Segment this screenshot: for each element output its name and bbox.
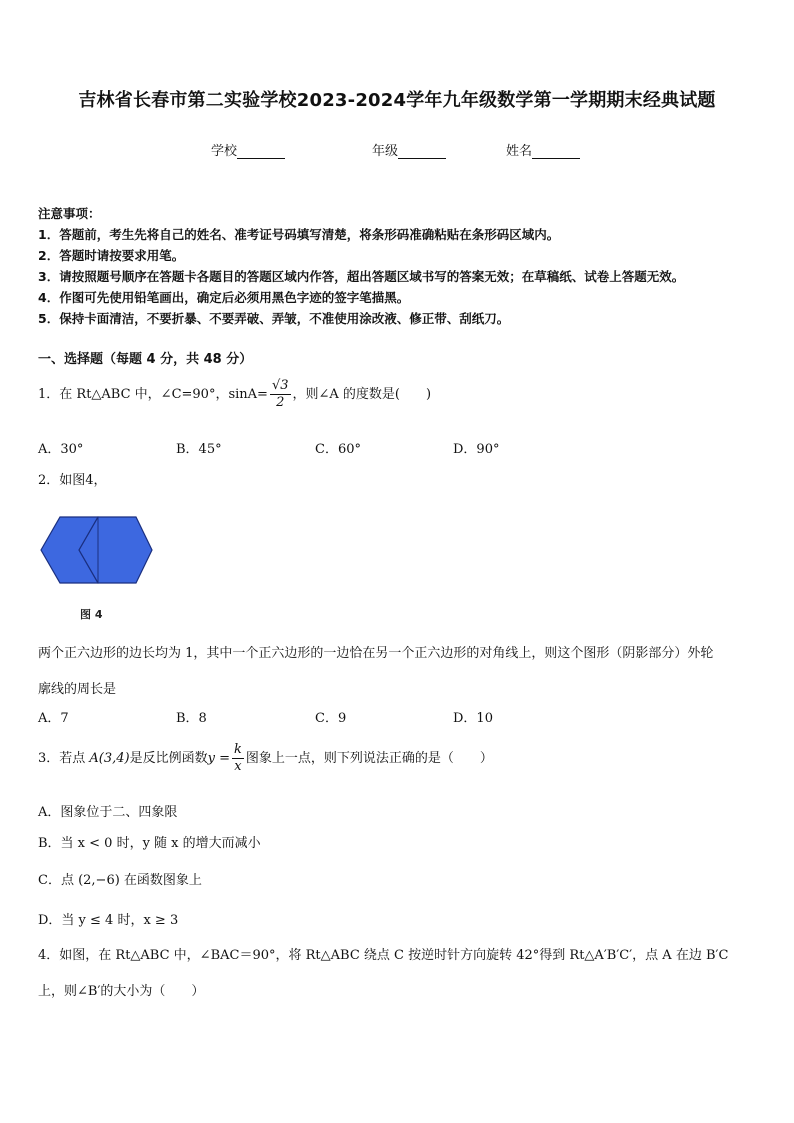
q3-mid: 是反比例函数 (129, 751, 208, 766)
q2-option-a: A．7 (38, 711, 69, 726)
q2-option-b: B．8 (176, 711, 207, 726)
name-label: 姓名 (506, 144, 533, 159)
name-field (506, 140, 580, 159)
name-blank (532, 144, 580, 159)
q1-option-d: D．90° (453, 442, 500, 457)
q1-denominator: 2 (276, 395, 285, 410)
question-2-stem: 2．如图4， (38, 473, 107, 488)
q3-option-a: A．图象位于二、四象限 (38, 805, 178, 820)
grade-field (372, 140, 446, 159)
q4-line1: 4．如图，在 Rt△ABC 中，∠BAC＝90°，将 Rt△ABC 绕点 C 按逆时针方向旋转 42°得到 Rt△A′B′C′，点 A 在边 B′C (38, 948, 729, 963)
q2-body-line1: 两个正六边形的边长均为 1，其中一个正六边形的一边恰在另一个正六边形的对角线上，则这个图形（阴影部分）外轮 (38, 646, 714, 661)
q3-option-c: C．点 (2,−6) 在函数图象上 (38, 873, 202, 888)
page-title: 吉林省长春市第二实验学校2023-2024学年九年级数学第一学期期末经典试题 (78, 90, 716, 111)
q1-fraction (270, 378, 291, 411)
q3-y-eq: y = (207, 751, 231, 766)
figure-label: 图 4 (80, 608, 103, 621)
q3-option-d: D．当 y ≤ 4 时，x ≥ 3 (38, 913, 179, 928)
q1-numerator: √3 (271, 378, 289, 393)
q3-numerator: k (234, 742, 242, 757)
note-item: 4．作图可先使用铅笔画出，确定后必须用黑色字迹的签字笔描黑。 (38, 290, 410, 305)
q3-option-b: B．当 x < 0 时，y 随 x 的增大而减小 (38, 836, 261, 851)
notes-block (38, 203, 684, 329)
q1-option-c: C．60° (315, 442, 361, 457)
q3-point: A(3,4) (89, 751, 130, 766)
note-item: 1．答题前，考生先将自己的姓名、准考证号码填写清楚，将条形码准确粘贴在条形码区域内。 (38, 227, 560, 242)
school-label: 学校 (211, 144, 238, 159)
note-item: 3．请按照题号顺序在答题卡各题目的答题区域内作答，超出答题区域书写的答案无效；在草稿纸、试卷上答题无效。 (38, 269, 685, 284)
q1-option-a: A．30° (38, 442, 84, 457)
q2-option-c: C．9 (315, 711, 347, 726)
q2-body-line2: 廓线的周长是 (38, 682, 117, 697)
section-heading: 一、选择题（每题 4 分，共 48 分） (38, 352, 253, 367)
question-3 (38, 742, 493, 775)
school-field (211, 140, 285, 159)
q3-denominator: x (234, 759, 242, 774)
notes-heading: 注意事项： (38, 206, 101, 221)
q3-prefix: 3．若点 (38, 751, 90, 766)
question-1 (38, 378, 431, 411)
q3-fraction (232, 742, 244, 775)
grade-label: 年级 (372, 144, 399, 159)
q2-body (38, 636, 758, 708)
q1-option-b: B．45° (176, 442, 222, 457)
school-blank (237, 144, 285, 159)
note-item: 2．答题时请按要求用笔。 (38, 248, 185, 263)
q4-line2: 上，则∠B′的大小为（ ） (38, 984, 205, 999)
grade-blank (398, 144, 446, 159)
hexagon-figure (36, 500, 156, 624)
q2-option-d: D．10 (453, 711, 493, 726)
q3-suffix: 图象上一点，则下列说法正确的是（ ） (245, 751, 493, 766)
question-4 (38, 938, 758, 1010)
q1-suffix: ，则∠A 的度数是( ) (292, 387, 432, 402)
note-item: 5．保持卡面清洁，不要折暴、不要弄破、弄皱，不准使用涂改液、修正带、刮纸刀。 (38, 311, 510, 326)
q1-prefix: 1．在 Rt△ABC 中，∠C=90°，sinA= (38, 387, 268, 402)
